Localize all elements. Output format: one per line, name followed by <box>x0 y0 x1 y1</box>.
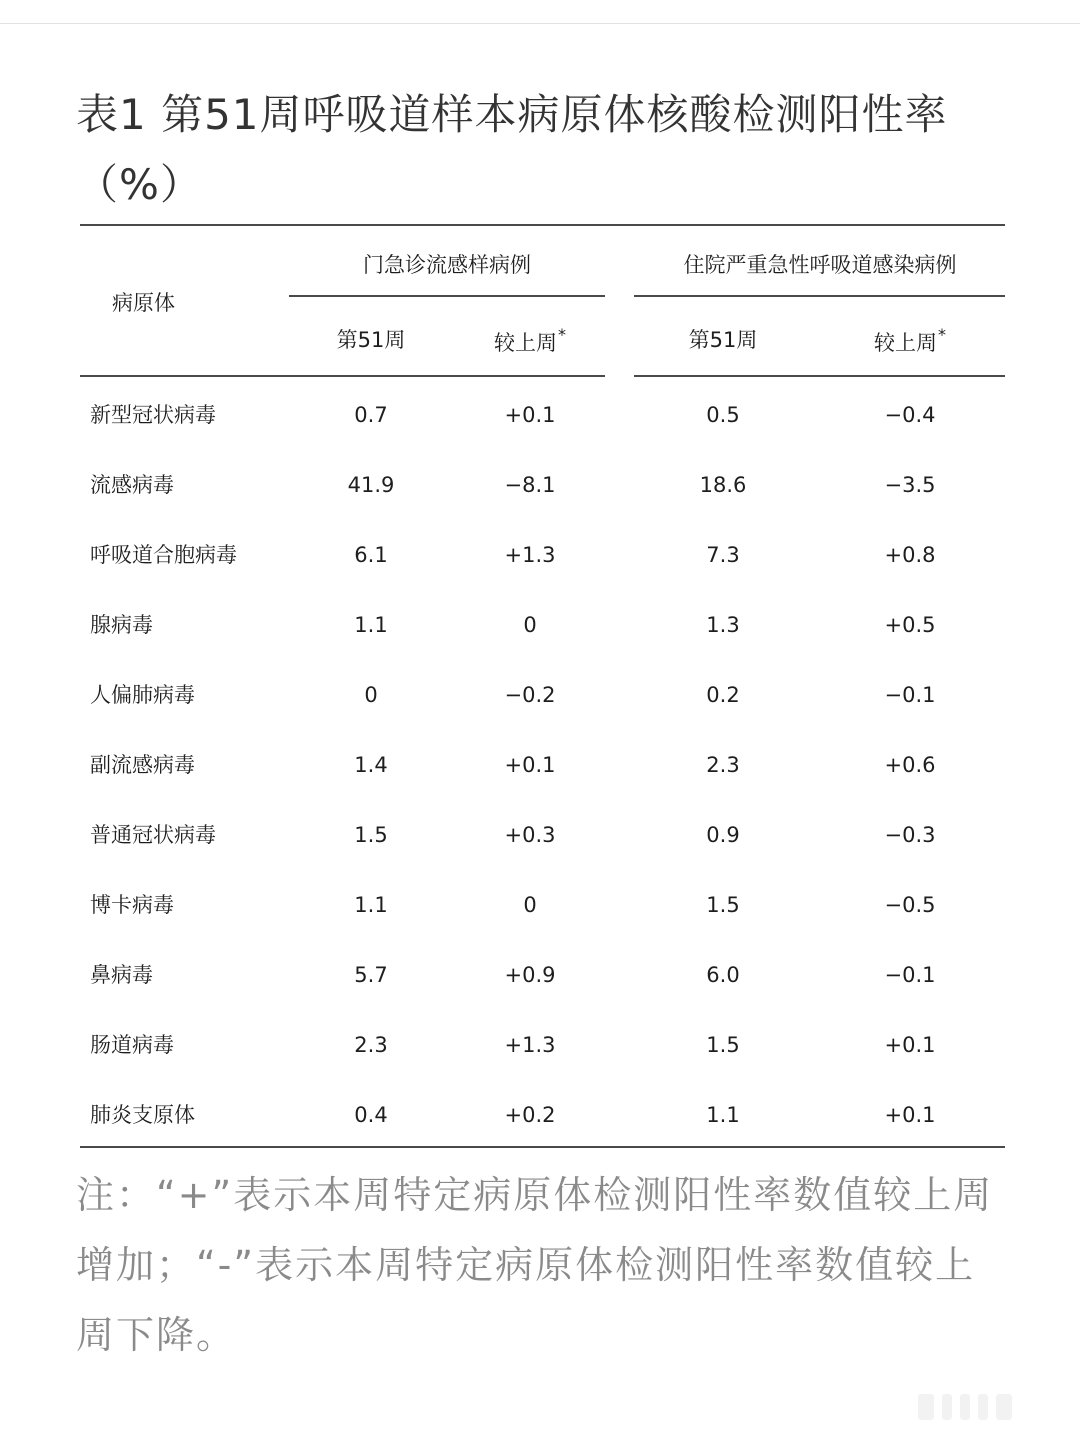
subheader-inpatient-change <box>874 325 946 360</box>
asterisk-marker: * <box>558 325 566 344</box>
pathogen-name: 肺炎支原体 <box>90 1103 195 1127</box>
outpatient-week-value: 0.7 <box>354 403 388 427</box>
pathogen-name: 新型冠状病毒 <box>90 403 216 427</box>
table-footnote: 注：“+”表示本周特定病原体检测阳性率数值较上周增加；“-”表示本周特定病原体检测阳性率数值较上周下降。 <box>76 1173 994 1357</box>
pathogen-name: 普通冠状病毒 <box>90 823 216 847</box>
inpatient-change-value: +0.5 <box>884 613 936 637</box>
outpatient-change-value: +0.2 <box>504 1103 556 1127</box>
subheader-outpatient-change <box>494 325 566 360</box>
outpatient-change-value: +0.3 <box>504 823 556 847</box>
outpatient-week-value: 2.3 <box>354 1033 388 1057</box>
outpatient-week-value: 5.7 <box>354 963 388 987</box>
pathogen-name: 流感病毒 <box>90 473 174 497</box>
pathogen-name: 腺病毒 <box>90 613 153 637</box>
inpatient-change-value: −0.4 <box>884 403 936 427</box>
pathogen-name: 肠道病毒 <box>90 1033 174 1057</box>
inpatient-change-value: −0.3 <box>884 823 936 847</box>
asterisk-marker: * <box>938 325 946 344</box>
inpatient-week-value: 0.5 <box>706 403 740 427</box>
inpatient-change-value: +0.6 <box>884 753 936 777</box>
subheader-inpatient-week: 第51周 <box>688 328 758 352</box>
pathogen-name: 博卡病毒 <box>90 893 174 917</box>
inpatient-week-value: 1.5 <box>706 1033 740 1057</box>
group2-rule <box>634 295 1005 297</box>
outpatient-week-value: 1.5 <box>354 823 388 847</box>
title-line-1: 表1 第51周呼吸道样本病原体核酸检测阳性率 <box>76 90 948 139</box>
outpatient-week-value: 1.1 <box>354 613 388 637</box>
outpatient-change-value: 0 <box>523 613 537 637</box>
inpatient-week-value: 7.3 <box>706 543 740 567</box>
outpatient-change-value: +0.1 <box>504 753 556 777</box>
outpatient-change-value: +1.3 <box>504 543 556 567</box>
inpatient-change-value: −0.1 <box>884 963 936 987</box>
header-bottom-rule-left <box>80 375 605 377</box>
inpatient-change-value: −3.5 <box>884 473 936 497</box>
group1-rule <box>289 295 605 297</box>
outpatient-week-value: 1.4 <box>354 753 388 777</box>
group-header-outpatient: 门急诊流感样病例 <box>363 253 531 277</box>
inpatient-week-value: 2.3 <box>706 753 740 777</box>
table-bottom-rule <box>80 1146 1005 1148</box>
pathogen-header: 病原体 <box>112 291 175 315</box>
outpatient-week-value: 0 <box>364 683 378 707</box>
outpatient-change-value: +0.9 <box>504 963 556 987</box>
pathogen-name: 呼吸道合胞病毒 <box>90 543 237 567</box>
title-line-2: （%） <box>76 160 203 209</box>
header-bottom-rule-right <box>634 375 1005 377</box>
outpatient-week-value: 6.1 <box>354 543 388 567</box>
outpatient-week-value: 1.1 <box>354 893 388 917</box>
outpatient-week-value: 0.4 <box>354 1103 388 1127</box>
outpatient-change-value: 0 <box>523 893 537 917</box>
inpatient-change-value: +0.1 <box>884 1103 936 1127</box>
outpatient-week-value: 41.9 <box>347 473 395 497</box>
inpatient-week-value: 1.1 <box>706 1103 740 1127</box>
pathogen-name: 鼻病毒 <box>90 963 153 987</box>
inpatient-week-value: 1.3 <box>706 613 740 637</box>
outpatient-change-value: +0.1 <box>504 403 556 427</box>
outpatient-change-value: +1.3 <box>504 1033 556 1057</box>
watermark-logo-icon <box>918 1392 1058 1422</box>
subheader-outpatient-week: 第51周 <box>336 328 406 352</box>
inpatient-change-value: +0.8 <box>884 543 936 567</box>
table-top-rule <box>80 224 1005 226</box>
inpatient-week-value: 18.6 <box>699 473 747 497</box>
inpatient-week-value: 6.0 <box>706 963 740 987</box>
outpatient-change-value: −0.2 <box>504 683 556 707</box>
pathogen-name: 副流感病毒 <box>90 753 195 777</box>
top-divider <box>0 23 1080 24</box>
group-header-inpatient: 住院严重急性呼吸道感染病例 <box>683 253 957 277</box>
inpatient-week-value: 0.9 <box>706 823 740 847</box>
inpatient-change-value: −0.5 <box>884 893 936 917</box>
outpatient-change-value: −8.1 <box>504 473 556 497</box>
inpatient-change-value: +0.1 <box>884 1033 936 1057</box>
inpatient-week-value: 1.5 <box>706 893 740 917</box>
subheader-label: 较上周 <box>874 331 937 355</box>
inpatient-change-value: −0.1 <box>884 683 936 707</box>
subheader-label: 较上周 <box>494 331 557 355</box>
table-title <box>76 80 1016 220</box>
pathogen-name: 人偏肺病毒 <box>90 683 195 707</box>
inpatient-week-value: 0.2 <box>706 683 740 707</box>
